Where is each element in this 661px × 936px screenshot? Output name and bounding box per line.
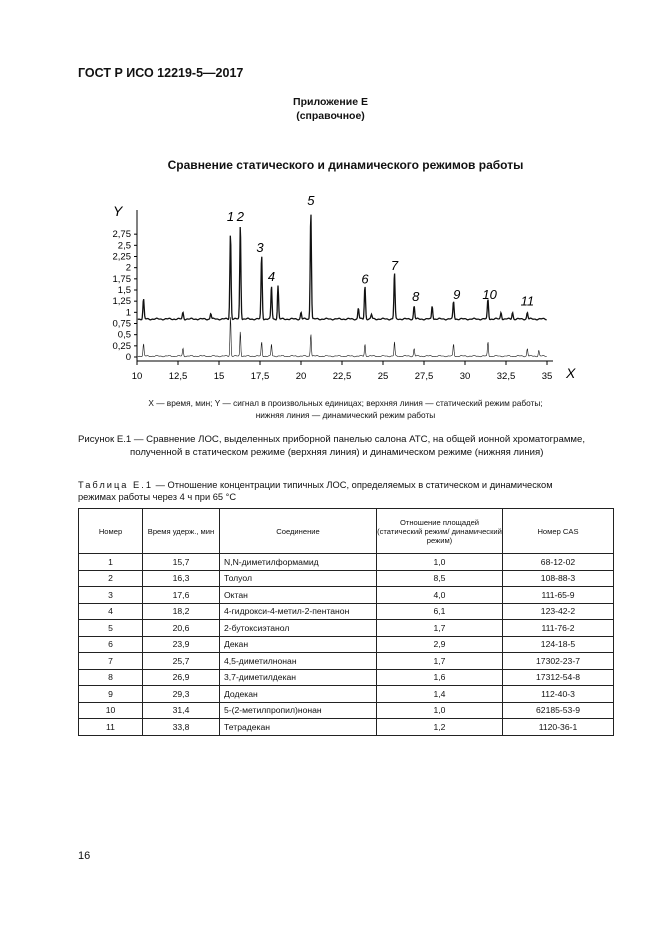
cell-retention-time: 29,3 bbox=[143, 686, 220, 703]
header-cas: Номер CAS bbox=[503, 509, 614, 554]
cell-number: 4 bbox=[79, 603, 143, 620]
cell-area-ratio: 1,4 bbox=[377, 686, 503, 703]
cell-cas: 17302-23-7 bbox=[503, 653, 614, 670]
y-tick-label: 0,75 bbox=[112, 318, 131, 330]
cell-compound: Додекан bbox=[220, 686, 377, 703]
cell-retention-time: 18,2 bbox=[143, 603, 220, 620]
table-row bbox=[79, 587, 614, 604]
x-tick-label: 15 bbox=[213, 371, 225, 382]
cell-compound: Тетрадекан bbox=[220, 719, 377, 736]
cell-area-ratio: 1,0 bbox=[377, 702, 503, 719]
voc-table bbox=[78, 508, 614, 736]
cell-number: 7 bbox=[79, 653, 143, 670]
y-tick-label: 2,5 bbox=[117, 240, 131, 252]
peak-label: 2 bbox=[236, 208, 244, 224]
peak-label: 5 bbox=[307, 193, 315, 209]
table-row bbox=[79, 653, 614, 670]
peak-label: 3 bbox=[256, 240, 264, 256]
header-area-ratio: Отношение площадей (статический режим/ динамический режим) bbox=[377, 509, 503, 554]
cell-retention-time: 26,9 bbox=[143, 669, 220, 686]
cell-retention-time: 17,6 bbox=[143, 587, 220, 604]
x-tick-label: 10 bbox=[131, 371, 143, 382]
cell-retention-time: 33,8 bbox=[143, 719, 220, 736]
cell-cas: 1120-36-1 bbox=[503, 719, 614, 736]
figure-caption-line2: полученной в статическом режиме (верхняя линия) и динамическом режиме (нижняя линия) bbox=[130, 447, 544, 458]
annex-title: Приложение Е bbox=[293, 96, 368, 108]
cell-number: 11 bbox=[79, 719, 143, 736]
figure-caption-line1: Рисунок Е.1 — Сравнение ЛОС, выделенных приборной панелью салона АТС, на общей ионной хроматограмме, bbox=[78, 434, 586, 445]
chromatogram-chart bbox=[0, 0, 661, 400]
table-caption-line2: режимах работы через 4 ч при 65 °С bbox=[78, 492, 237, 502]
cell-compound: Толуол bbox=[220, 570, 377, 587]
x-tick-label: 27,5 bbox=[414, 371, 434, 382]
cell-retention-time: 16,3 bbox=[143, 570, 220, 587]
peak-label: 7 bbox=[390, 257, 399, 273]
cell-cas: 17312-54-8 bbox=[503, 669, 614, 686]
y-tick-label: 1 bbox=[125, 307, 131, 319]
peak-label: 6 bbox=[361, 271, 369, 287]
cell-retention-time: 20,6 bbox=[143, 620, 220, 637]
y-tick-label: 0 bbox=[125, 352, 131, 363]
cell-area-ratio: 1,2 bbox=[377, 719, 503, 736]
y-tick-label: 1,75 bbox=[112, 273, 131, 285]
cell-area-ratio: 1,0 bbox=[377, 554, 503, 571]
cell-area-ratio: 4,0 bbox=[377, 587, 503, 604]
y-tick-label: 1,25 bbox=[112, 296, 131, 308]
table-row bbox=[79, 570, 614, 587]
cell-compound: 4-гидрокси-4-метил-2-пентанон bbox=[220, 603, 377, 620]
cell-cas: 123-42-2 bbox=[503, 603, 614, 620]
cell-number: 3 bbox=[79, 587, 143, 604]
cell-cas: 111-76-2 bbox=[503, 620, 614, 637]
y-tick-label: 2,75 bbox=[112, 229, 131, 241]
table-header-row bbox=[79, 509, 614, 554]
cell-area-ratio: 2,9 bbox=[377, 636, 503, 653]
cell-cas: 111-65-9 bbox=[503, 587, 614, 604]
cell-area-ratio: 1,6 bbox=[377, 669, 503, 686]
page-number: 16 bbox=[78, 850, 91, 862]
cell-cas: 62185-53-9 bbox=[503, 702, 614, 719]
table-caption-prefix: Таблица Е.1 bbox=[78, 480, 153, 490]
y-tick-label: 0,5 bbox=[117, 329, 131, 341]
cell-number: 10 bbox=[79, 702, 143, 719]
cell-cas: 68-12-02 bbox=[503, 554, 614, 571]
x-tick-label: 12,5 bbox=[168, 371, 188, 382]
y-tick-label: 2,25 bbox=[112, 251, 131, 263]
cell-area-ratio: 1,7 bbox=[377, 653, 503, 670]
x-tick-label: 30 bbox=[459, 371, 471, 382]
cell-number: 5 bbox=[79, 620, 143, 637]
cell-compound: Декан bbox=[220, 636, 377, 653]
cell-retention-time: 31,4 bbox=[143, 702, 220, 719]
x-tick-label: 32,5 bbox=[496, 371, 516, 382]
peak-label: 11 bbox=[520, 293, 535, 309]
cell-cas: 108-88-3 bbox=[503, 570, 614, 587]
cell-compound: 4,5-диметилнонан bbox=[220, 653, 377, 670]
table-row bbox=[79, 669, 614, 686]
cell-retention-time: 15,7 bbox=[143, 554, 220, 571]
peak-label: 10 bbox=[482, 286, 497, 302]
y-tick-label: 1,5 bbox=[117, 285, 131, 296]
cell-cas: 124-18-5 bbox=[503, 636, 614, 653]
cell-number: 2 bbox=[79, 570, 143, 587]
series-dynamic-line bbox=[138, 317, 547, 357]
x-tick-label: 25 bbox=[377, 371, 389, 382]
cell-cas: 112-40-3 bbox=[503, 686, 614, 703]
table-row bbox=[79, 603, 614, 620]
cell-number: 1 bbox=[79, 554, 143, 571]
x-tick-label: 22,5 bbox=[332, 371, 352, 382]
table-row bbox=[79, 686, 614, 703]
cell-compound: 2-бутоксиэтанол bbox=[220, 620, 377, 637]
cell-area-ratio: 6,1 bbox=[377, 603, 503, 620]
cell-retention-time: 23,9 bbox=[143, 636, 220, 653]
x-tick-label: 17,5 bbox=[250, 371, 270, 382]
table-row bbox=[79, 636, 614, 653]
cell-compound: Октан bbox=[220, 587, 377, 604]
cell-area-ratio: 8,5 bbox=[377, 570, 503, 587]
chart-legend-line2: нижняя линия — динамический режим работы bbox=[255, 410, 436, 420]
series-static-line bbox=[138, 215, 547, 320]
cell-compound: 5-(2-метилпропил)нонан bbox=[220, 702, 377, 719]
header-compound: Соединение bbox=[220, 509, 377, 554]
header-number: Номер bbox=[79, 509, 143, 554]
table-row bbox=[79, 620, 614, 637]
x-tick-label: 20 bbox=[295, 371, 307, 382]
x-tick-label: 35 bbox=[541, 371, 553, 382]
document-header: ГОСТ Р ИСО 12219-5—2017 bbox=[78, 66, 244, 80]
cell-number: 9 bbox=[79, 686, 143, 703]
table-caption bbox=[78, 480, 618, 490]
cell-number: 8 bbox=[79, 669, 143, 686]
cell-number: 6 bbox=[79, 636, 143, 653]
cell-retention-time: 25,7 bbox=[143, 653, 220, 670]
header-retention-time: Время удерж., мин bbox=[143, 509, 220, 554]
cell-compound: 3,7-диметилдекан bbox=[220, 669, 377, 686]
y-axis-label: Y bbox=[113, 203, 123, 219]
chart-legend-line1: X — время, мин; Y — сигнал в произвольных единицах; верхняя линия — статический режим работы; bbox=[148, 398, 543, 408]
peak-label: 1 bbox=[226, 208, 235, 224]
y-tick-label: 2 bbox=[125, 262, 131, 274]
table-row bbox=[79, 702, 614, 719]
annex-subtitle: (справочное) bbox=[296, 110, 365, 122]
section-title: Сравнение статического и динамического режимов работы bbox=[167, 158, 524, 172]
y-tick-label: 0,25 bbox=[112, 340, 131, 352]
table-caption-line1: — Отношение концентрации типичных ЛОС, определяемых в статическом и динамическом bbox=[153, 480, 553, 490]
peak-label: 4 bbox=[267, 269, 276, 285]
peak-label: 8 bbox=[412, 289, 420, 305]
x-axis-label: X bbox=[566, 365, 576, 381]
cell-area-ratio: 1,7 bbox=[377, 620, 503, 637]
cell-compound: N,N-диметилформамид bbox=[220, 554, 377, 571]
table-row bbox=[79, 554, 614, 571]
table-row bbox=[79, 719, 614, 736]
peak-label: 9 bbox=[453, 286, 461, 302]
